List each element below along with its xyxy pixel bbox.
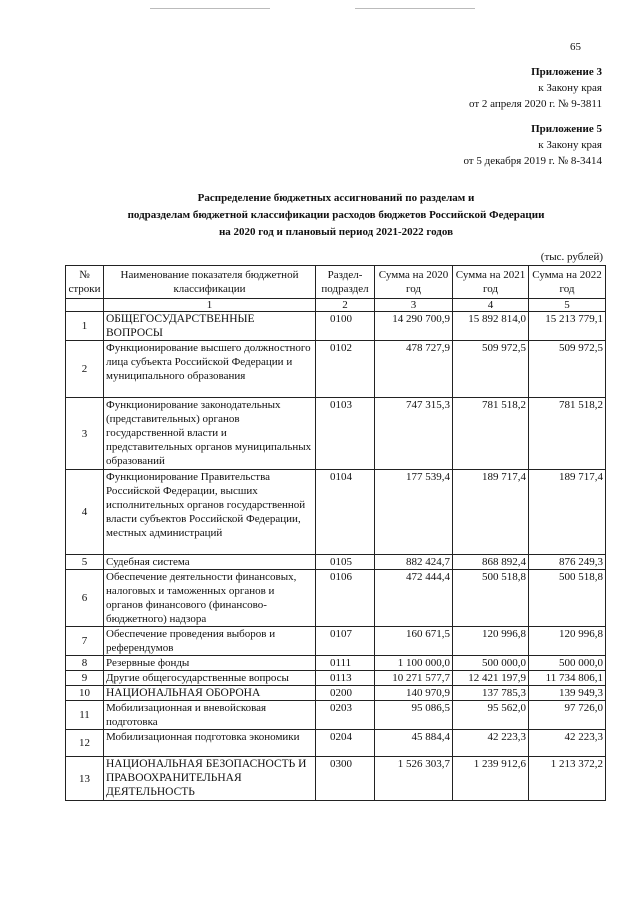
table-row	[66, 730, 606, 757]
row-number-cell: 9	[66, 671, 104, 686]
section-code-cell: 0111	[316, 656, 375, 671]
sum-2020-cell: 140 970,9	[375, 686, 453, 701]
indicator-name-cell: Функционирование Правительства Российской Федерации, высших исполнительных органов государственной власти субъектов Российской Федерации, местных администраций	[104, 470, 316, 555]
appendix-current-name: Приложение 3	[531, 66, 602, 78]
table-row	[66, 570, 606, 627]
document-title	[0, 190, 640, 241]
sum-2021-cell: 189 717,4	[453, 470, 529, 555]
section-code-cell: 0204	[316, 730, 375, 757]
sum-2022-cell: 509 972,5	[529, 341, 606, 398]
row-number-cell: 1	[66, 312, 104, 341]
sum-2020-cell: 472 444,4	[375, 570, 453, 627]
section-code-cell: 0102	[316, 341, 375, 398]
sum-2022-cell: 15 213 779,1	[529, 312, 606, 341]
sum-2022-cell: 500 518,8	[529, 570, 606, 627]
appendix-original-block	[463, 121, 602, 169]
table-body	[66, 266, 606, 801]
appendix-original-date: от 5 декабря 2019 г. № 8-3414	[463, 155, 602, 167]
header-sum-2020: Сумма на 2020 год	[375, 266, 453, 299]
indicator-name-cell: Мобилизационная подготовка экономики	[104, 730, 316, 757]
row-number-cell: 5	[66, 555, 104, 570]
indicator-name-cell: Резервные фонды	[104, 656, 316, 671]
sum-2021-cell: 42 223,3	[453, 730, 529, 757]
budget-allocation-table	[65, 265, 606, 801]
section-code-cell: 0300	[316, 757, 375, 801]
indicator-name-cell: Другие общегосударственные вопросы	[104, 671, 316, 686]
section-code-cell: 0203	[316, 701, 375, 730]
indicator-name-cell: Функционирование законодательных (представительных) органов государственной власти и представительных органов муниципальных образований	[104, 398, 316, 470]
page-number: 65	[570, 41, 581, 53]
row-number-cell: 8	[66, 656, 104, 671]
row-number-cell: 12	[66, 730, 104, 757]
sum-2022-cell: 1 213 372,2	[529, 757, 606, 801]
column-number-1: 1	[104, 299, 316, 312]
sum-2022-cell: 120 996,8	[529, 627, 606, 656]
sum-2022-cell: 876 249,3	[529, 555, 606, 570]
table-row	[66, 656, 606, 671]
sum-2020-cell: 95 086,5	[375, 701, 453, 730]
section-code-cell: 0106	[316, 570, 375, 627]
table-row	[66, 470, 606, 555]
units-label: (тыс. рублей)	[540, 251, 603, 263]
table-row	[66, 671, 606, 686]
row-number-cell: 3	[66, 398, 104, 470]
header-sum-2022: Сумма на 2022 год	[529, 266, 606, 299]
document-title-line-3: на 2020 год и плановый период 2021-2022 годов	[218, 226, 454, 238]
scan-edge-rule-right	[355, 8, 475, 9]
header-sum-2021: Сумма на 2021 год	[453, 266, 529, 299]
appendix-original-law: к Закону края	[538, 139, 602, 151]
column-number-5: 5	[529, 299, 606, 312]
indicator-name-cell: Обеспечение проведения выборов и референдумов	[104, 627, 316, 656]
sum-2020-cell: 160 671,5	[375, 627, 453, 656]
row-number-cell: 7	[66, 627, 104, 656]
sum-2022-cell: 781 518,2	[529, 398, 606, 470]
sum-2021-cell: 868 892,4	[453, 555, 529, 570]
document-title-line-1: Распределение бюджетных ассигнований по разделам и	[197, 192, 475, 204]
indicator-name-cell: ОБЩЕГОСУДАРСТВЕННЫЕ ВОПРОСЫ	[104, 312, 316, 341]
column-number-2: 2	[316, 299, 375, 312]
table-header-row	[66, 266, 606, 299]
section-code-cell: 0100	[316, 312, 375, 341]
sum-2021-cell: 781 518,2	[453, 398, 529, 470]
indicator-name-cell: НАЦИОНАЛЬНАЯ ОБОРОНА	[104, 686, 316, 701]
table-row	[66, 312, 606, 341]
sum-2022-cell: 189 717,4	[529, 470, 606, 555]
column-number-row	[66, 299, 606, 312]
sum-2021-cell: 1 239 912,6	[453, 757, 529, 801]
sum-2020-cell: 1 526 303,7	[375, 757, 453, 801]
column-number-3: 3	[375, 299, 453, 312]
appendix-current-block	[469, 64, 602, 112]
indicator-name-cell: НАЦИОНАЛЬНАЯ БЕЗОПАСНОСТЬ И ПРАВООХРАНИТЕЛЬНАЯ ДЕЯТЕЛЬНОСТЬ	[104, 757, 316, 801]
scan-edge-rule-left	[150, 8, 270, 9]
sum-2020-cell: 45 884,4	[375, 730, 453, 757]
section-code-cell: 0107	[316, 627, 375, 656]
header-section-code: Раздел-подраздел	[316, 266, 375, 299]
table-row	[66, 341, 606, 398]
document-title-line-2: подразделам бюджетной классификации расходов бюджетов Российской Федерации	[127, 209, 545, 221]
table-row	[66, 555, 606, 570]
indicator-name-cell: Обеспечение деятельности финансовых, налоговых и таможенных органов и органов финансового (финансово-бюджетного) надзора	[104, 570, 316, 627]
table-row	[66, 398, 606, 470]
appendix-original-name: Приложение 5	[531, 123, 602, 135]
sum-2020-cell: 478 727,9	[375, 341, 453, 398]
section-code-cell: 0113	[316, 671, 375, 686]
indicator-name-cell: Мобилизационная и вневойсковая подготовка	[104, 701, 316, 730]
sum-2020-cell: 10 271 577,7	[375, 671, 453, 686]
section-code-cell: 0103	[316, 398, 375, 470]
sum-2022-cell: 97 726,0	[529, 701, 606, 730]
sum-2020-cell: 177 539,4	[375, 470, 453, 555]
column-number-4: 4	[453, 299, 529, 312]
row-number-cell: 10	[66, 686, 104, 701]
indicator-name-cell: Функционирование высшего должностного лица субъекта Российской Федерации и муниципального образования	[104, 341, 316, 398]
section-code-cell: 0105	[316, 555, 375, 570]
sum-2022-cell: 500 000,0	[529, 656, 606, 671]
sum-2022-cell: 139 949,3	[529, 686, 606, 701]
table-row	[66, 757, 606, 801]
sum-2021-cell: 509 972,5	[453, 341, 529, 398]
table-row	[66, 686, 606, 701]
row-number-cell: 13	[66, 757, 104, 801]
appendix-current-law: к Закону края	[538, 82, 602, 94]
section-code-cell: 0104	[316, 470, 375, 555]
sum-2021-cell: 120 996,8	[453, 627, 529, 656]
sum-2021-cell: 137 785,3	[453, 686, 529, 701]
sum-2021-cell: 95 562,0	[453, 701, 529, 730]
header-indicator-name: Наименование показателя бюджетной классификации	[104, 266, 316, 299]
table-row	[66, 627, 606, 656]
sum-2020-cell: 882 424,7	[375, 555, 453, 570]
column-number-blank	[66, 299, 104, 312]
appendix-current-date: от 2 апреля 2020 г. № 9-3811	[469, 98, 602, 110]
sum-2020-cell: 14 290 700,9	[375, 312, 453, 341]
row-number-cell: 11	[66, 701, 104, 730]
sum-2021-cell: 500 518,8	[453, 570, 529, 627]
row-number-cell: 4	[66, 470, 104, 555]
section-code-cell: 0200	[316, 686, 375, 701]
sum-2022-cell: 42 223,3	[529, 730, 606, 757]
table-row	[66, 701, 606, 730]
sum-2021-cell: 15 892 814,0	[453, 312, 529, 341]
header-row-number: № строки	[66, 266, 104, 299]
sum-2021-cell: 500 000,0	[453, 656, 529, 671]
sum-2022-cell: 11 734 806,1	[529, 671, 606, 686]
sum-2020-cell: 747 315,3	[375, 398, 453, 470]
sum-2020-cell: 1 100 000,0	[375, 656, 453, 671]
sum-2021-cell: 12 421 197,9	[453, 671, 529, 686]
row-number-cell: 6	[66, 570, 104, 627]
indicator-name-cell: Судебная система	[104, 555, 316, 570]
row-number-cell: 2	[66, 341, 104, 398]
